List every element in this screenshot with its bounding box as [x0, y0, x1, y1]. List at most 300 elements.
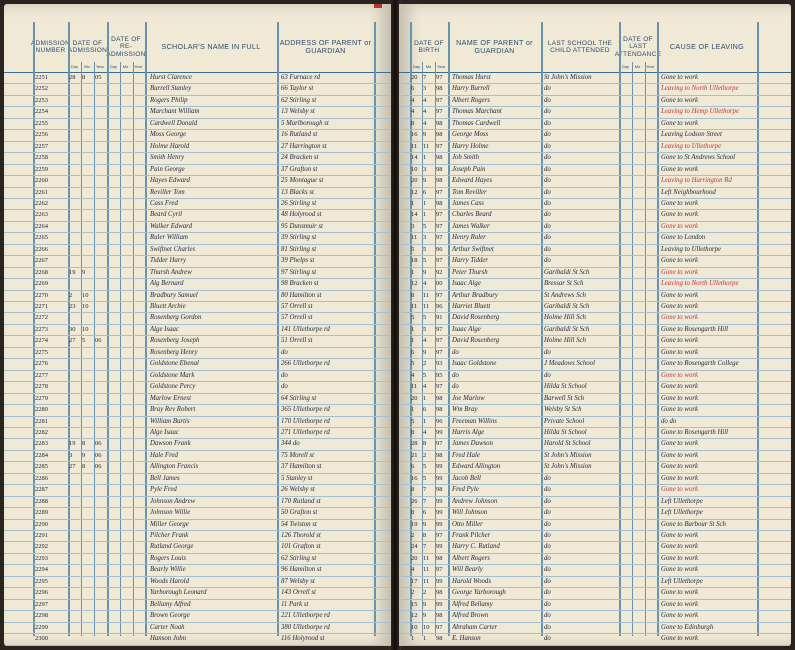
birth-month: 1: [423, 417, 427, 425]
parent-name: Harriet Bluett: [452, 303, 491, 310]
admission-month: [82, 576, 94, 587]
last-attendance-year: [646, 381, 657, 392]
admission-year: [95, 599, 107, 610]
last-school: J Meadows School: [544, 360, 595, 368]
header-parent-name: [448, 22, 541, 72]
birth-month: 5: [423, 257, 427, 265]
birth-year: 99: [436, 600, 443, 608]
admission-day: [69, 347, 81, 358]
admission-year: [95, 553, 107, 564]
admission-month: [82, 209, 94, 220]
header-last-school-text: LAST SCHOOL THE CHILD ATTENDED: [547, 39, 613, 54]
last-attendance-month: [633, 72, 645, 83]
parent-name: Isaac Goldstone: [452, 360, 497, 368]
admission-day: [69, 244, 81, 255]
last-attendance-year: [646, 576, 657, 587]
admission-month: [82, 633, 94, 644]
parent-name: Edward Allington: [452, 463, 501, 471]
birth-month: 6: [423, 188, 427, 196]
birth-month: 5: [423, 474, 427, 482]
admission-number: 2279: [35, 394, 48, 402]
parent-address: 25 Montague st: [281, 177, 324, 185]
last-attendance-month: [633, 278, 645, 289]
last-school: do: [544, 222, 551, 230]
admission-day: [69, 473, 81, 484]
parent-name: E. Hanson: [452, 635, 481, 643]
parent-name: Will Johnson: [452, 509, 488, 517]
admission-year: 06: [95, 451, 102, 459]
admission-number: 2294: [35, 566, 48, 574]
scholar-name: Moss George: [150, 131, 187, 139]
parent-name: do: [452, 348, 459, 356]
last-attendance-month: [633, 461, 645, 472]
birth-month: 1: [423, 394, 427, 402]
last-attendance-month: [633, 507, 645, 518]
parent-name: Abraham Carter: [452, 623, 498, 631]
last-school: Hilda St School: [544, 383, 587, 391]
last-attendance-month: [633, 541, 645, 552]
cause-of-leaving: Gone to work: [661, 165, 699, 173]
admission-day: [69, 209, 81, 220]
header-admission-number-text: ADMISSION NUMBER: [30, 39, 71, 54]
parent-name: Job Smith: [452, 154, 479, 162]
birth-month: 8: [423, 440, 427, 448]
last-attendance-month: [633, 358, 645, 369]
birth-day: 20: [411, 74, 418, 81]
admission-number: 2298: [35, 612, 48, 620]
cause-of-leaving: Gone to work: [661, 440, 699, 448]
header-date-of-readmission-text: DATE OF RE-ADMISSION: [106, 35, 146, 58]
birth-month: 4: [423, 383, 427, 391]
parent-name: Harold Woods: [452, 577, 491, 585]
birth-month: 1: [423, 635, 427, 643]
birth-month: 9: [423, 520, 427, 528]
header-address: [277, 22, 374, 72]
parent-name: Thomas Marchant: [452, 108, 502, 116]
header-date-of-birth-text: DATE OF BIRTH: [414, 39, 444, 54]
birth-month: 3: [423, 234, 427, 242]
last-attendance-month: [633, 255, 645, 266]
birth-month: 3: [423, 85, 427, 93]
last-attendance-day: [620, 175, 632, 186]
birth-month: 9: [423, 177, 427, 185]
admission-number: 2273: [35, 325, 48, 333]
last-attendance-month: [633, 290, 645, 301]
last-school: Garibaldi St Sch: [544, 303, 590, 310]
cause-of-leaving: Gone to work: [661, 268, 699, 276]
admission-number: 2290: [35, 520, 48, 528]
admission-month: [82, 152, 94, 163]
last-attendance-year: [646, 198, 657, 209]
scholar-name: Rosenberg Gordon: [150, 314, 202, 322]
admission-day: 3: [69, 451, 73, 459]
admission-year: [95, 633, 107, 644]
admission-year: 06: [95, 463, 102, 471]
birth-year: 98: [436, 177, 443, 185]
admission-day: 19: [69, 440, 76, 448]
admission-year: [95, 393, 107, 404]
parent-address: 66 Taylor st: [281, 85, 314, 93]
last-attendance-year: [646, 209, 657, 220]
birth-year: 00: [436, 280, 443, 288]
scholar-name: Bray Rev Robert: [150, 406, 196, 414]
last-attendance-year: [646, 427, 657, 438]
birth-month: 8: [423, 532, 427, 539]
birth-day: 5: [411, 314, 415, 322]
scholar-name: Bellamy Alfred: [150, 600, 191, 608]
last-school: do: [544, 577, 551, 585]
birth-month: 7: [423, 497, 427, 505]
last-attendance-year: [646, 484, 657, 495]
last-attendance-month: [633, 267, 645, 278]
admission-month: [82, 83, 94, 94]
parent-name: Peter Thursh: [452, 268, 488, 276]
admission-month: [82, 587, 94, 598]
scholar-name: Rogers Philip: [150, 96, 188, 104]
admission-month: [82, 496, 94, 507]
admission-day: 19: [69, 268, 76, 276]
admission-day: [69, 175, 81, 186]
last-school: do: [544, 543, 551, 551]
last-attendance-day: [620, 152, 632, 163]
birth-year: 99: [436, 474, 443, 482]
admission-month: [82, 175, 94, 186]
scholar-name: Cass Fred: [150, 199, 178, 207]
admission-day: [69, 633, 81, 644]
parent-address: 16 Rutland st: [281, 131, 318, 139]
cause-of-leaving: Gone to work: [661, 566, 699, 574]
admission-month: [82, 564, 94, 575]
admission-year: [95, 129, 107, 140]
birth-year: 97: [436, 623, 443, 631]
scholar-name: Marlow Ernest: [150, 394, 191, 402]
scholar-name: Pyle Fred: [150, 486, 177, 494]
admission-number: 2261: [35, 188, 48, 196]
cause-of-leaving: Gone to work: [661, 532, 699, 539]
last-attendance-day: [620, 312, 632, 323]
last-school: do: [544, 474, 551, 482]
admission-month: [82, 221, 94, 232]
admission-day: 2: [69, 291, 73, 299]
admission-number: 2274: [35, 337, 48, 345]
admission-month: [82, 393, 94, 404]
last-attendance-day: [620, 347, 632, 358]
admission-day: [69, 312, 81, 323]
birth-day: 10: [411, 623, 418, 631]
parent-name: Albert Rogers: [452, 554, 490, 562]
admission-year: [95, 221, 107, 232]
birth-day: 8: [411, 428, 415, 436]
last-school: do: [544, 520, 551, 528]
sub-year: Year: [646, 64, 655, 70]
scholar-name: Cardwell Donald: [150, 119, 198, 127]
parent-name: James Walker: [452, 222, 490, 230]
scholar-name: Bradbury Samuel: [150, 291, 198, 299]
parent-name: Tom Reviller: [452, 188, 487, 196]
birth-year: 97: [436, 222, 443, 230]
last-attendance-day: [620, 564, 632, 575]
admission-day: 28: [69, 74, 76, 81]
admission-day: [69, 530, 81, 541]
last-attendance-day: [620, 370, 632, 381]
admission-month: [82, 198, 94, 209]
attendance-subheads: [619, 65, 657, 70]
admission-day: [69, 519, 81, 530]
admission-number: 2272: [35, 314, 48, 322]
admission-day: [69, 164, 81, 175]
admission-month: [82, 530, 94, 541]
cause-of-leaving: Gone to work: [661, 612, 699, 620]
parent-name: Joseph Pain: [452, 165, 486, 173]
last-school: Bressar St Sch: [544, 280, 584, 288]
sub-mo: Mo: [122, 64, 129, 70]
last-attendance-year: [646, 118, 657, 129]
last-attendance-year: [646, 587, 657, 598]
last-attendance-month: [633, 530, 645, 541]
admission-year: [95, 83, 107, 94]
parent-name: Isaac Alge: [452, 325, 481, 333]
last-attendance-year: [646, 290, 657, 301]
parent-address: 80 Hamilton st: [281, 291, 322, 299]
parent-name: James Dawson: [452, 440, 493, 448]
last-attendance-day: [620, 118, 632, 129]
admission-number: 2285: [35, 463, 48, 471]
parent-name: Charles Beard: [452, 211, 492, 219]
parent-name: Frank Pilcher: [452, 532, 491, 539]
row-rule: [4, 645, 391, 646]
admission-year: [95, 564, 107, 575]
last-attendance-day: [620, 164, 632, 175]
admission-number: 2275: [35, 348, 48, 356]
parent-address: 75 Morell st: [281, 451, 314, 459]
last-school: do: [544, 554, 551, 562]
parent-address: 62 Stirling st: [281, 96, 317, 104]
scholar-name: Goldstone Percy: [150, 383, 196, 391]
last-school: St John's Mission: [544, 463, 592, 471]
last-attendance-year: [646, 164, 657, 175]
admission-day: [69, 416, 81, 427]
last-attendance-day: [620, 541, 632, 552]
parent-name: Harry C. Rutland: [452, 543, 500, 551]
cause-of-leaving: Gone to work: [661, 119, 699, 127]
scholar-name: Miller George: [150, 520, 189, 528]
birth-day: 17: [411, 577, 418, 585]
last-attendance-day: [620, 278, 632, 289]
admission-number: 2297: [35, 600, 48, 608]
scholar-name: Reviller Tom: [150, 188, 185, 196]
admission-day: [69, 95, 81, 106]
admission-year: [95, 530, 107, 541]
last-attendance-month: [633, 301, 645, 312]
admission-month: [82, 622, 94, 633]
admission-number: 2284: [35, 451, 48, 459]
admission-number: 2269: [35, 280, 48, 288]
parent-address: 5 Marlborough st: [281, 119, 329, 127]
sub-day: Day: [412, 64, 420, 70]
last-attendance-year: [646, 610, 657, 621]
parent-address: 63 Furnace rd: [281, 74, 321, 81]
birth-day: 1: [411, 337, 415, 345]
birth-day: 16: [411, 131, 418, 139]
admission-month: [82, 106, 94, 117]
scholar-name: Swiftnet Charles: [150, 245, 196, 253]
cause-of-leaving: Gone to work: [661, 383, 699, 391]
admission-month: [82, 244, 94, 255]
scholar-name: Yarborough Leonard: [150, 589, 207, 597]
last-attendance-month: [633, 198, 645, 209]
admission-month: [82, 278, 94, 289]
birth-year: 97: [436, 108, 443, 116]
parent-address: 54 Twiston st: [281, 520, 317, 528]
admission-day: [69, 496, 81, 507]
last-school: do: [544, 245, 551, 253]
last-attendance-month: [633, 152, 645, 163]
birth-month: 11: [423, 566, 430, 574]
parent-name: Harry Tidder: [452, 257, 489, 265]
parent-address: 39 Phelps st: [281, 257, 315, 265]
last-school: Harold St School: [544, 440, 591, 448]
admission-number: 2260: [35, 177, 48, 185]
parent-address: 126 Thorold st: [281, 532, 321, 539]
birth-month: 6: [423, 406, 427, 414]
last-attendance-month: [633, 473, 645, 484]
admission-number: 2281: [35, 417, 48, 425]
last-school: do: [544, 188, 551, 196]
parent-address: 13 Blacks st: [281, 188, 314, 196]
last-school: do: [544, 589, 551, 597]
right-header: [399, 22, 791, 73]
last-attendance-day: [620, 106, 632, 117]
scholar-name: Johnson Andrew: [150, 497, 196, 505]
birth-year: 96: [436, 245, 443, 253]
sub-year: Year: [437, 64, 446, 70]
last-attendance-day: [620, 381, 632, 392]
last-attendance-month: [633, 244, 645, 255]
parent-name: Wm Bray: [452, 406, 478, 414]
parent-name: David Rosenberg: [452, 337, 500, 345]
last-school: do: [544, 348, 551, 356]
parent-address: 48 Holyrood st: [281, 211, 322, 219]
birth-day: 8: [411, 291, 415, 299]
admission-day: [69, 198, 81, 209]
birth-day: 18: [411, 257, 418, 265]
cause-of-leaving: Gone to work: [661, 486, 699, 494]
parent-address: 101 Grafton st: [281, 543, 321, 551]
parent-address: 50 Grafton st: [281, 509, 318, 517]
last-attendance-month: [633, 141, 645, 152]
admission-year: [95, 175, 107, 186]
last-school: Holme Hill Sch: [544, 314, 586, 322]
last-attendance-day: [620, 95, 632, 106]
last-attendance-year: [646, 496, 657, 507]
admission-day: [69, 358, 81, 369]
admission-year: [95, 358, 107, 369]
admission-number: 2289: [35, 509, 48, 517]
birth-year: 98: [436, 612, 443, 620]
header-date-of-admission-text: DATE OF ADMISSION: [67, 39, 108, 54]
birth-day: 12: [411, 280, 418, 288]
last-attendance-month: [633, 519, 645, 530]
admission-month: [82, 255, 94, 266]
admission-year: [95, 541, 107, 552]
last-attendance-year: [646, 461, 657, 472]
scholar-name: Hurst Clarence: [150, 74, 192, 81]
admission-year: [95, 610, 107, 621]
last-attendance-day: [620, 553, 632, 564]
admission-year: [95, 347, 107, 358]
admission-month: [82, 370, 94, 381]
scholar-name: Dawson Frank: [150, 440, 191, 448]
parent-address: 98 Bracken st: [281, 280, 319, 288]
parent-name: Harry Holme: [452, 142, 489, 150]
last-attendance-year: [646, 416, 657, 427]
cause-of-leaving: Gone to Rosengarth College: [661, 360, 739, 368]
last-attendance-year: [646, 72, 657, 83]
last-attendance-month: [633, 95, 645, 106]
admission-year: [95, 290, 107, 301]
admission-month: 5: [82, 337, 86, 345]
parent-address: 26 Welsby st: [281, 486, 315, 494]
parent-address: 39 Stirling st: [281, 234, 317, 242]
last-attendance-day: [620, 450, 632, 461]
readmission-subheads: [107, 65, 145, 70]
last-attendance-year: [646, 232, 657, 243]
sub-year: Year: [134, 64, 143, 70]
last-attendance-year: [646, 324, 657, 335]
scholar-name: Tidder Harry: [150, 257, 187, 265]
parent-address: 271 Ullethorpe rd: [281, 428, 330, 436]
last-attendance-day: [620, 587, 632, 598]
cause-of-leaving: Leaving to North Ullethorpe: [661, 85, 739, 93]
cause-of-leaving: Gone to work: [661, 96, 699, 104]
birth-day: 11: [411, 303, 418, 310]
last-school: do: [544, 108, 551, 116]
scholar-name: Johnson Willie: [150, 509, 191, 517]
last-attendance-month: [633, 175, 645, 186]
last-school: do: [544, 371, 551, 379]
admission-number: 2262: [35, 199, 48, 207]
last-attendance-year: [646, 393, 657, 404]
admission-number: 2254: [35, 108, 48, 116]
parent-name: do: [452, 383, 459, 391]
birth-year: 99: [436, 509, 443, 517]
birth-year: 98: [436, 554, 443, 562]
cause-of-leaving: Leaving Lodson Street: [661, 131, 722, 139]
birth-day: 2: [411, 589, 415, 597]
admission-month: [82, 599, 94, 610]
last-school: St John's Mission: [544, 74, 592, 81]
admission-number: 2271: [35, 303, 48, 310]
admission-day: [69, 141, 81, 152]
parent-address: 96 Hamilton st: [281, 566, 322, 574]
last-attendance-year: [646, 473, 657, 484]
admission-month: [82, 95, 94, 106]
admission-number: 2270: [35, 291, 48, 299]
parent-address: 380 Ullethorpe rd: [281, 623, 330, 631]
last-school: Hilda St School: [544, 428, 587, 436]
last-attendance-year: [646, 541, 657, 552]
scholar-name: Alge Isaac: [150, 428, 179, 436]
parent-address: 27 Harrington st: [281, 142, 327, 150]
last-attendance-month: [633, 83, 645, 94]
last-attendance-day: [620, 301, 632, 312]
scholar-name: Bluett Archie: [150, 303, 186, 310]
last-attendance-year: [646, 599, 657, 610]
admission-number: 2267: [35, 257, 48, 265]
admission-month: [82, 129, 94, 140]
admission-year: 05: [95, 74, 102, 81]
admission-month: [82, 164, 94, 175]
